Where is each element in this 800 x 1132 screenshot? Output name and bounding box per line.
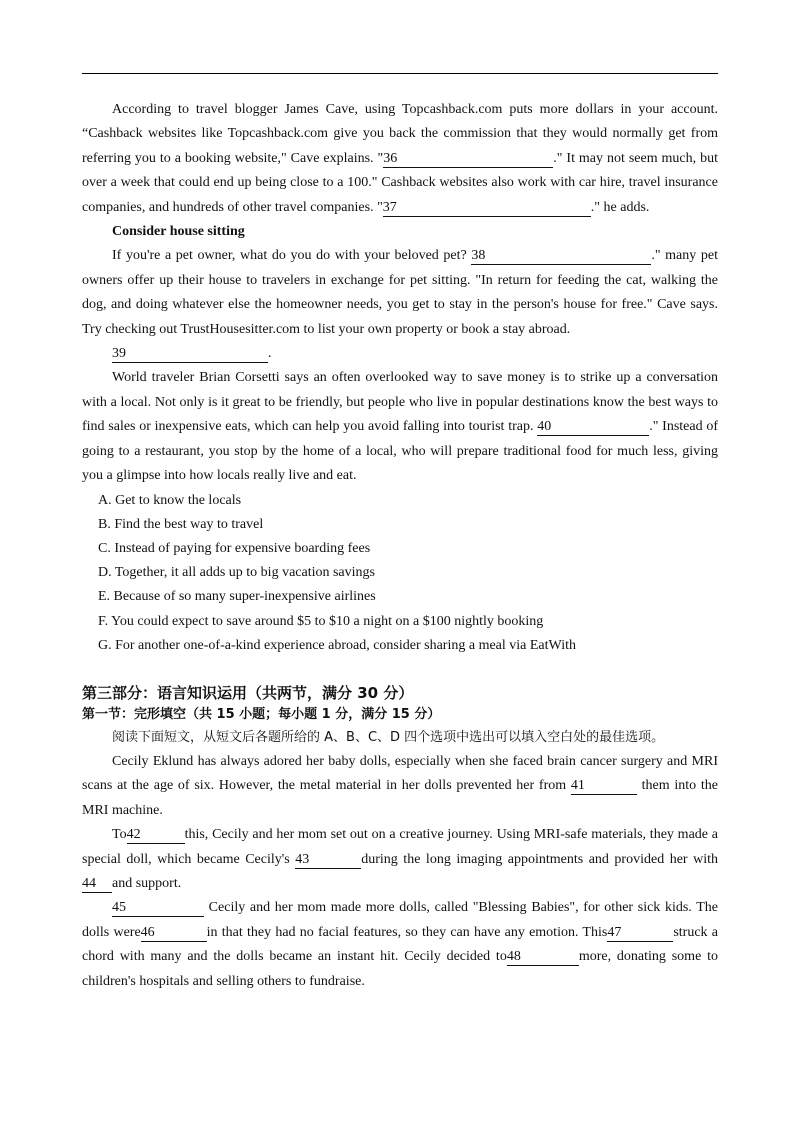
blank-47: 47 [607,924,673,942]
text: in that they had no facial features, so they can have any emotion. This [206,924,608,940]
option-a: A. Get to know the locals [98,492,242,508]
text: Cecily Eklund has always adored her baby dolls, especially when she faced brain cancer surgery and MRI scans at the age of six. However, the metal material in her dolls prevented her from [82,753,718,794]
option-d: D. Together, it all adds up to big vacation savings [98,565,375,581]
section-title: 第一节：完形填空（共 15 小题；每小题 1 分，满分 15 分） [82,706,441,722]
blank-43: 43 [295,851,361,869]
option-c: C. Instead of paying for expensive boarding fees [98,540,371,556]
cloze-paragraph-2 [82,823,718,896]
blank-45: 45 [112,899,204,917]
blank-36: 36 [383,150,553,168]
section-heading: Consider house sitting [112,224,245,240]
text: To [112,827,127,843]
page-content [82,98,718,994]
blank-38: 38 [471,247,651,265]
blank-42: 42 [127,826,185,844]
option-f: F. You could expect to save around $5 to $10 a night on a $100 nightly booking [98,613,544,629]
options-list [82,489,718,658]
text: this, Cecily and her mom set out on a creative journey. Using MRI-safe materials, they made a special doll, which became Cecily's [82,827,718,867]
blank-46: 46 [141,924,207,942]
text: struck a chord with many and the dolls became an instant hit. Cecily decided to [82,924,718,965]
paragraph-house-sitting [82,244,718,342]
text: ." many pet owners offer up their house to travelers in exchange for pet sitting. "In return for feeding the cat, walking the dog, and doing whatever else the homeowner needs, you get to stay in the person's house for free." Cave says. Try checking out TrustHousesitter.com to list your own property or book a stay abroad. [82,248,718,337]
part-title: 第三部分：语言知识运用（共两节，满分 30 分） [82,683,414,702]
instructions: 阅读下面短文，从短文后各题所给的 A、B、C、D 四个选项中选出可以填入空白处的最佳选项。 [112,729,665,745]
blank-39: 39 [112,345,268,363]
option-g: G. For another one-of-a-kind experience abroad, consider sharing a meal via EatWith [98,637,576,653]
text: more, donating some to children's hospitals and selling others to fundraise. [82,949,718,989]
cloze-paragraph-3 [82,896,718,994]
option-e: E. Because of so many super-inexpensive airlines [98,589,376,605]
text: them into the MRI machine. [82,778,718,818]
paragraph-cashback [82,98,718,220]
blank-37: 37 [383,199,591,217]
text: If you're a pet owner, what do you do with your beloved pet? [112,248,472,264]
text: According to travel blogger James Cave, using Topcashback.com puts more dollars in your account. “Cashback websites like Topcashback.com give you back the commission that they would normally get from referring you to a booking website," Cave explains. " [82,102,718,166]
text: World traveler Brian Corsetti says an often overlooked way to save money is to strike up a conversation with a local. Not only is it great to be friendly, but people who live in popular destinations know the best ways to find sales or inexpensive eats, which can help you avoid falling into tourist trap. [82,370,718,435]
text: ." Instead of going to a restaurant, you stop by the home of a local, who will prepare traditional food for much less, giving you a glimpse into how locals really live and eat. [82,419,718,484]
option-b: B. Find the best way to travel [98,516,264,532]
text: ." he adds. [590,199,650,215]
text: and support. [112,875,182,891]
text: . [268,346,272,362]
blank-44: 44 [82,875,112,893]
blank-48: 48 [507,948,579,966]
text: during the long imaging appointments and provided her with [361,851,719,867]
text: ." It may not seem much, but over a week that could end up being close to a 100." Cashback websites also work with car hire, travel insurance companies, and hundreds of other travel companies. " [82,150,718,215]
header-rule [82,73,718,74]
paragraph-locals [82,366,718,488]
blank-40: 40 [537,418,649,436]
text: Cecily and her mom made more dolls, called "Blessing Babies", for other sick kids. The dolls were [82,900,718,940]
cloze-paragraph-1 [82,750,718,823]
blank-41: 41 [571,777,637,795]
paragraph-blank-39 [82,342,718,366]
